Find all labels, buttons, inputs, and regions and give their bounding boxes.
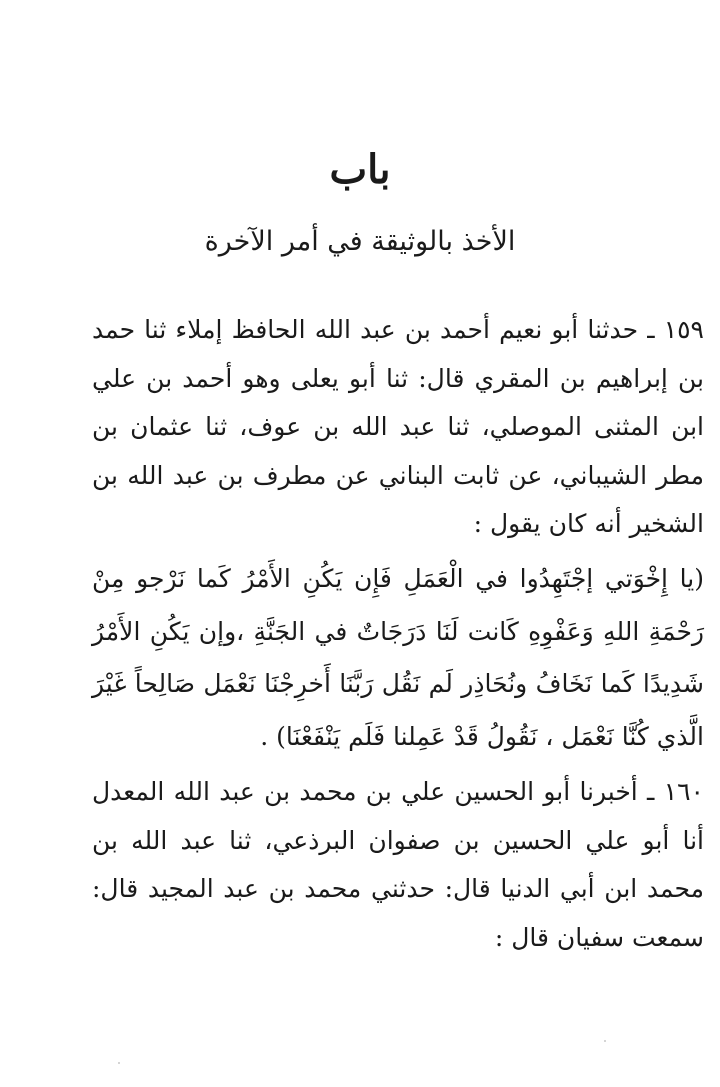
paper-speck: [604, 1040, 606, 1042]
paper-speck: [118, 1062, 120, 1064]
quoted-saying-paragraph: (يا إِخْوَتي إجْتَهِدُوا في الْعَمَلِ فَإِن يَكُنِ الأَمْرُ كَما نَرْجو مِنْ رَحْمَةِ اللهِ وَعَفْوِهِ كَانت لَنَا دَرَجَاتٌ في الجَنَّةِ ،وإن يَكُنِ الأَمْرُ شَدِيدًا كَما نَخَافُ ونُحَاذِر لَم نَقُل رَبَّنَا أَخرِجْنَا نَعْمَل صَالِحاً غَيْرَ الَّذي كُنَّا نَعْمَل ، نَقُولُ قَدْ عَمِلنا فَلَم يَنْفَعْنَا) .: [92, 564, 704, 751]
chapter-heading: باب: [329, 146, 391, 193]
hadith-paragraph-159: ١٥٩ ـ حدثنا أبو نعيم أحمد بن عبد الله الحافظ إملاء ثنا حمد بن إبراهيم بن المقري قال: ثنا أبو يعلى وهو أحمد بن علي ابن المثنى الموصلي، ثنا عبد الله بن عوف، ثنا عثمان بن مطر الشيباني، عن ثابت البناني عن مطرف بن عبد الله بن الشخير أنه كان يقول :: [92, 315, 704, 538]
hadith-paragraph-160: ١٦٠ ـ أخبرنا أبو الحسين علي بن محمد بن عبد الله المعدل أنا أبو علي الحسين بن صفوان البرذعي، ثنا عبد الله بن محمد ابن أبي الدنيا قال: حدثني محمد بن عبد المجيد قال: سمعت سفيان قال :: [92, 777, 704, 952]
chapter-subheading: الأخذ بالوثيقة في أمر الآخرة: [204, 226, 516, 257]
